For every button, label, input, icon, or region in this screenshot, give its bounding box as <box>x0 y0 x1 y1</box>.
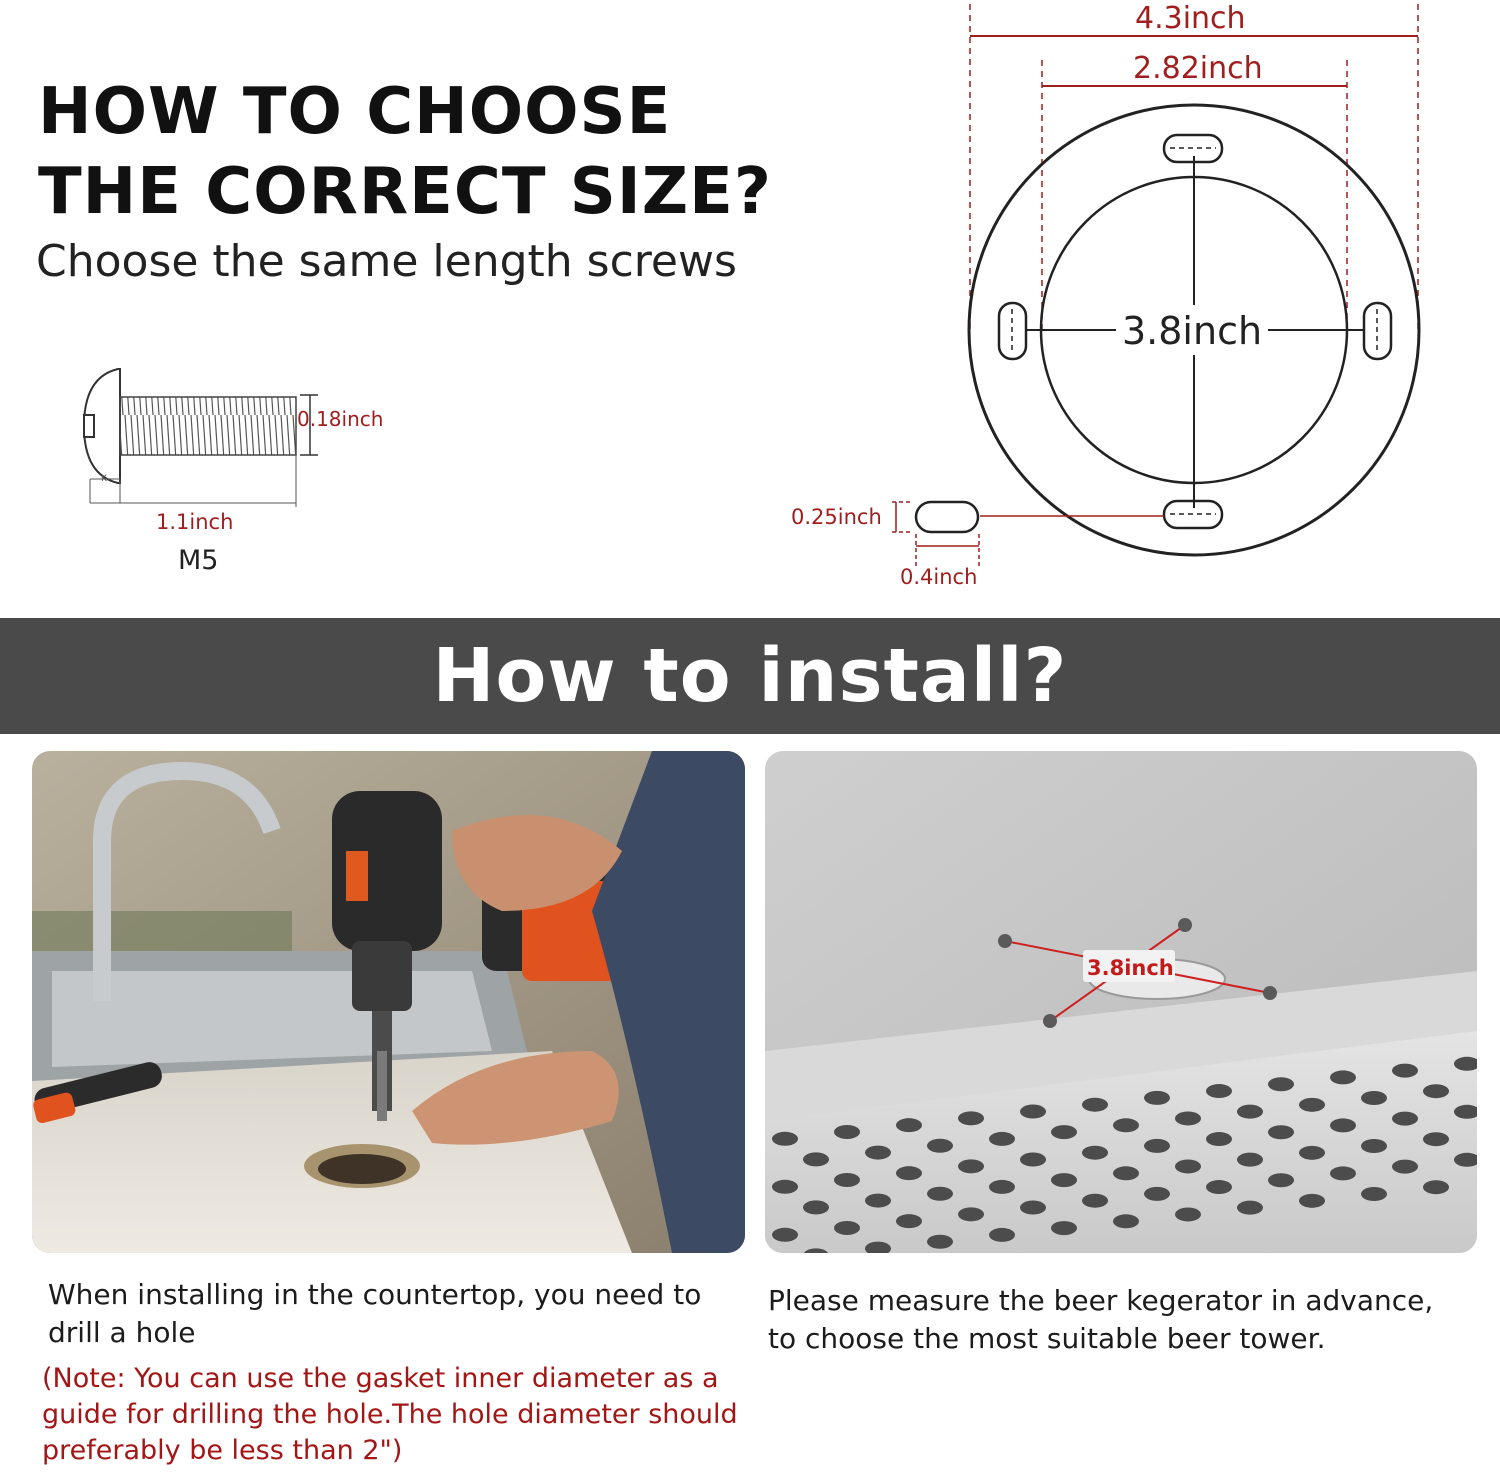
tray-hole <box>1206 1180 1232 1194</box>
screw-length-label: 1.1inch <box>156 510 234 534</box>
tray-hole <box>1392 1160 1418 1174</box>
tray-hole <box>865 1146 891 1160</box>
page-title <box>38 72 772 232</box>
tray-hole <box>1299 1146 1325 1160</box>
tray-hole <box>803 1200 829 1214</box>
tray-hole <box>989 1228 1015 1242</box>
tray-hole <box>989 1180 1015 1194</box>
tray-hole <box>1330 1070 1356 1084</box>
tray-hole <box>1144 1091 1170 1105</box>
tray-hole <box>772 1180 798 1194</box>
tray-hole <box>896 1118 922 1132</box>
tray-hole <box>896 1166 922 1180</box>
tray-hole <box>1175 1207 1201 1221</box>
tray-hole <box>803 1152 829 1166</box>
tray-hole <box>772 1228 798 1242</box>
tray-hole <box>865 1194 891 1208</box>
tray-hole <box>1082 1146 1108 1160</box>
inner-diameter-label: 3.8inch <box>1122 309 1263 353</box>
tray-hole <box>834 1173 860 1187</box>
drill-photo <box>32 751 745 1253</box>
tray-hole <box>1423 1084 1449 1098</box>
tray-hole <box>989 1132 1015 1146</box>
tray-hole <box>1392 1112 1418 1126</box>
tray-hole <box>1144 1139 1170 1153</box>
tray-hole <box>927 1235 953 1249</box>
tray-hole <box>1237 1201 1263 1215</box>
tray-hole <box>1268 1125 1294 1139</box>
tray-hole <box>1020 1105 1046 1119</box>
install-banner <box>0 618 1500 734</box>
subtitle: Choose the same length screws <box>36 236 737 287</box>
tray-hole <box>1423 1132 1449 1146</box>
tray-hole <box>1051 1221 1077 1235</box>
title-line-2: THE CORRECT SIZE? <box>38 155 772 229</box>
screw-slot <box>84 415 94 437</box>
measure-caption: Please measure the beer kegerator in advance, to choose the most suitable beer tower. <box>768 1284 1434 1355</box>
tray-hole <box>1299 1194 1325 1208</box>
screw-diagram <box>70 355 430 585</box>
tray-hole <box>1330 1118 1356 1132</box>
tray-hole <box>1020 1201 1046 1215</box>
tray-hole <box>927 1187 953 1201</box>
tray-hole <box>1330 1166 1356 1180</box>
tray-hole <box>772 1132 798 1146</box>
tray-hole <box>1361 1187 1387 1201</box>
tray-hole <box>1020 1153 1046 1167</box>
hole-spacing-label: 2.82inch <box>1133 51 1263 86</box>
tray-hole <box>1268 1077 1294 1091</box>
outer-diameter-label: 4.3inch <box>1135 1 1246 36</box>
tray-hole <box>958 1159 984 1173</box>
tray-hole <box>1051 1125 1077 1139</box>
slot-height-label: 0.25inch <box>791 505 882 529</box>
screw-diameter-label: 0.18inch <box>297 407 384 431</box>
title-line-1: HOW TO CHOOSE <box>38 75 672 149</box>
tray-hole <box>1175 1111 1201 1125</box>
tray-hole <box>1423 1180 1449 1194</box>
tray-hole <box>834 1221 860 1235</box>
tray-hole <box>1113 1214 1139 1228</box>
tray-hole <box>1361 1091 1387 1105</box>
install-heading: How to install? <box>432 633 1068 719</box>
slot-width-label: 0.4inch <box>900 565 978 589</box>
slot-detail <box>916 502 978 532</box>
tray-hole <box>834 1125 860 1139</box>
tray-hole <box>1113 1118 1139 1132</box>
tray-hole <box>958 1207 984 1221</box>
tray-hole <box>1237 1153 1263 1167</box>
tray-hole <box>1206 1132 1232 1146</box>
tray-hole <box>1051 1173 1077 1187</box>
tray-hole <box>1361 1139 1387 1153</box>
tray-hole <box>1268 1173 1294 1187</box>
photo-diameter-label: 3.8inch <box>1087 956 1174 980</box>
screw-shank <box>120 397 296 455</box>
tray-hole <box>1206 1084 1232 1098</box>
tray-hole <box>1392 1064 1418 1078</box>
tray-hole <box>958 1111 984 1125</box>
tray-hole <box>896 1214 922 1228</box>
screw-thread-label: M5 <box>178 545 219 576</box>
screw-head-mark: K <box>101 474 107 484</box>
drill-caption: When installing in the countertop, you need to drill a hole <box>48 1278 702 1349</box>
tray-hole <box>1237 1105 1263 1119</box>
tray-hole <box>1144 1187 1170 1201</box>
tray-hole <box>927 1139 953 1153</box>
tray-hole <box>1299 1098 1325 1112</box>
flange-diagram <box>780 0 1480 600</box>
tray-hole <box>1113 1166 1139 1180</box>
tray-hole <box>1082 1194 1108 1208</box>
kegerator-photo <box>765 751 1477 1253</box>
tray-hole <box>1082 1098 1108 1112</box>
tray-hole <box>1175 1159 1201 1173</box>
drill-note: (Note: You can use the gasket inner diameter as a guide for drilling the hole.The hole diameter should preferably be less than 2") <box>42 1363 738 1466</box>
